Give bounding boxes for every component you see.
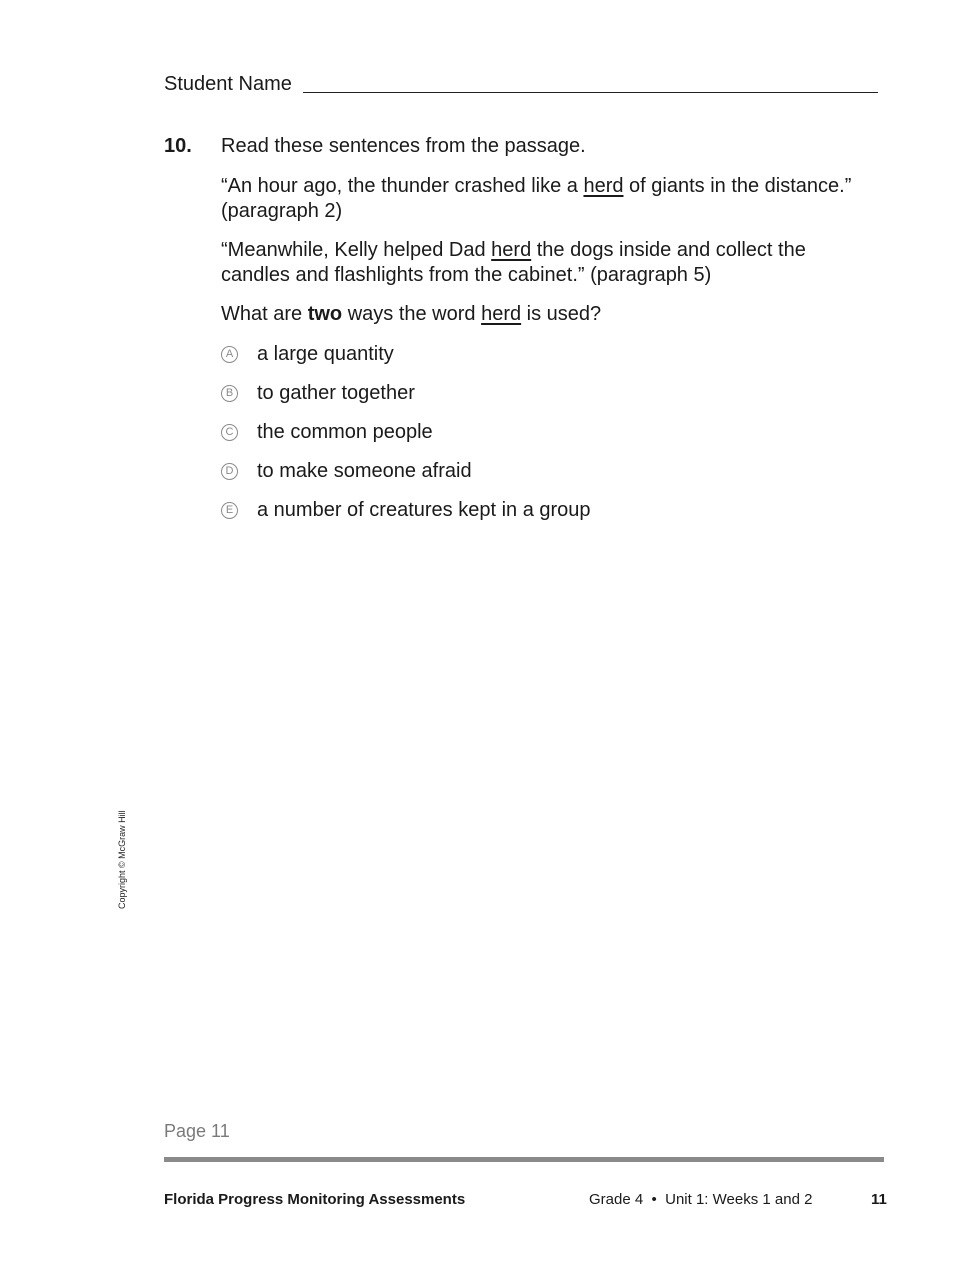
- answer-option-a[interactable]: [221, 341, 394, 367]
- option-text: to gather together: [257, 381, 415, 404]
- option-bubble-e[interactable]: E: [221, 502, 238, 519]
- underlined-word: herd: [481, 303, 522, 325]
- option-bubble-c[interactable]: C: [221, 424, 238, 441]
- footer-title: Florida Progress Monitoring Assessments: [164, 1191, 466, 1208]
- option-bubble-d[interactable]: D: [221, 463, 238, 480]
- option-bubble-a[interactable]: A: [221, 346, 238, 363]
- footer-rule: [164, 1157, 884, 1162]
- option-text: the common people: [257, 420, 433, 443]
- question-number: 10.: [164, 135, 192, 157]
- emphasis-word: two: [307, 303, 343, 325]
- answer-option-c[interactable]: [221, 419, 433, 445]
- question-prompt: Read these sentences from the passage.: [221, 135, 586, 157]
- quote-text: of giants in the distance.” (paragraph 2): [221, 175, 852, 222]
- student-name-row: [164, 72, 878, 96]
- option-text: a number of creatures kept in a group: [257, 498, 591, 521]
- ask-text: What are: [221, 303, 308, 325]
- option-bubble-b[interactable]: B: [221, 385, 238, 402]
- page-label: Page 11: [164, 1121, 230, 1141]
- quote-text: “An hour ago, the thunder crashed like a: [221, 175, 584, 197]
- question-ask: [221, 302, 861, 327]
- footer-grade-unit: Grade 4 • Unit 1: Weeks 1 and 2: [589, 1191, 813, 1208]
- underlined-word: herd: [491, 239, 532, 261]
- option-text: a large quantity: [257, 342, 394, 365]
- ask-text: ways the word: [342, 303, 482, 325]
- footer-page-number: 11: [871, 1191, 887, 1208]
- underlined-word: herd: [583, 175, 624, 197]
- student-name-line[interactable]: [303, 92, 878, 93]
- student-name-label: Student Name: [164, 73, 292, 95]
- ask-text: is used?: [521, 303, 602, 325]
- copyright-notice: Copyright © McGraw Hill: [117, 810, 127, 909]
- option-text: to make someone afraid: [257, 459, 472, 482]
- quote-paragraph-2: [221, 174, 861, 224]
- quote-text: the dogs inside and collect the candles and flashlights from the cabinet.” (paragraph 5): [221, 239, 806, 286]
- quote-text: “Meanwhile, Kelly helped Dad: [221, 239, 492, 261]
- answer-option-e[interactable]: [221, 497, 591, 523]
- answer-option-b[interactable]: [221, 380, 415, 406]
- answer-option-d[interactable]: [221, 458, 472, 484]
- quote-paragraph-5: [221, 238, 861, 288]
